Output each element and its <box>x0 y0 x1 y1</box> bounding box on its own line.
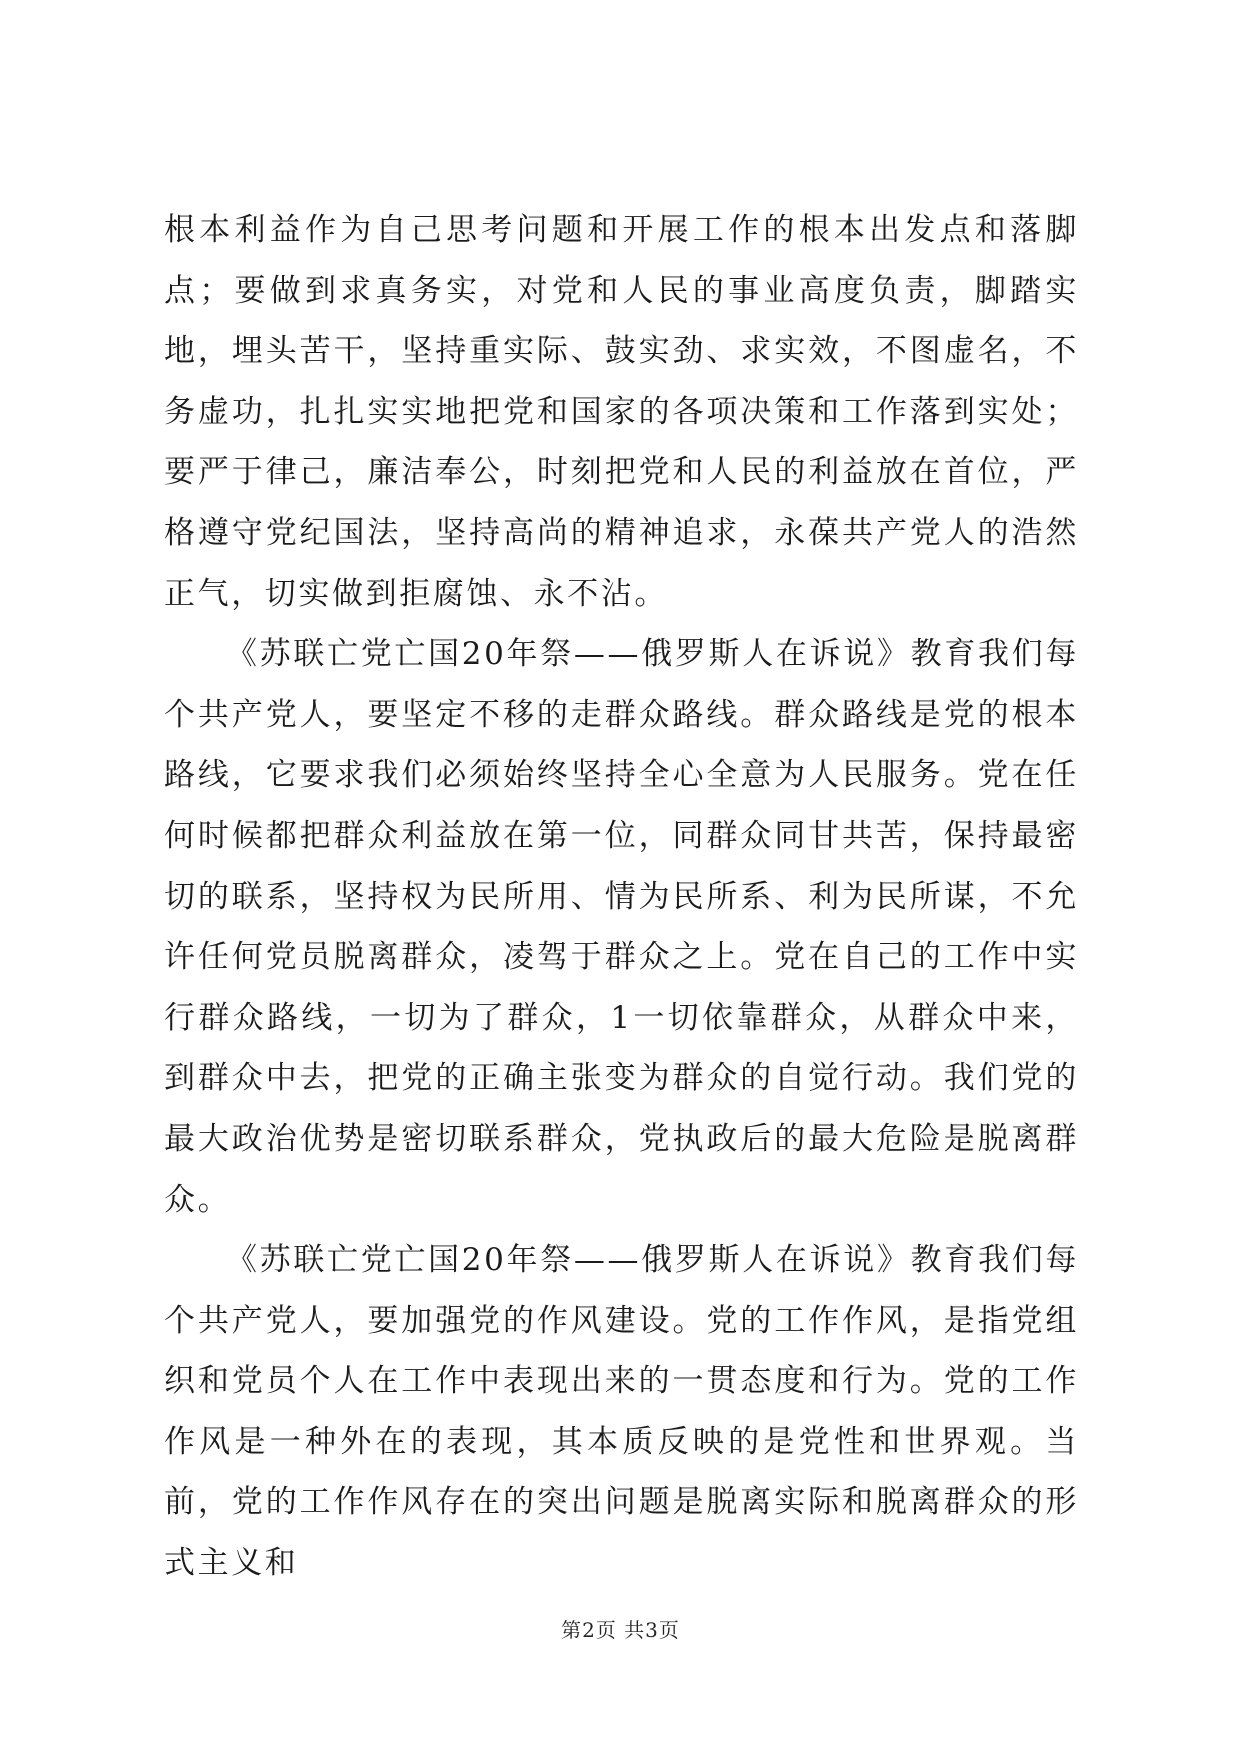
paragraph: 根本利益作为自己思考问题和开展工作的根本出发点和落脚点；要做到求真务实，对党和人民的事业高度负责，脚踏实地，埋头苦干，坚持重实际、鼓实劲、求实效，不图虚名，不务虚功，扎扎实实地把党和国家的各项决策和工作落到实处；要严于律己，廉洁奉公，时刻把党和人民的利益放在首位，严格遵守党纪国法，坚持高尚的精神追求，永葆共产党人的浩然正气，切实做到拒腐蚀、永不沾。 <box>164 212 1079 612</box>
paragraph: 《苏联亡党亡国20年祭——俄罗斯人在诉说》教育我们每个共产党人，要加强党的作风建设。党的工作作风，是指党组织和党员个人在工作中表现出来的一贯态度和行为。党的工作作风是一种外在的表现，其本质反映的是党性和世界观。当前，党的工作作风存在的突出问题是脱离实际和脱离群众的形式主义和 <box>164 1242 1079 1582</box>
document-body <box>164 200 1079 1594</box>
page-number-footer: 第2页 共3页 <box>561 1618 680 1642</box>
paragraph: 《苏联亡党亡国20年祭——俄罗斯人在诉说》教育我们每个共产党人，要坚定不移的走群众路线。群众路线是党的根本路线，它要求我们必须始终坚持全心全意为人民服务。党在任何时候都把群众利益放在第一位，同群众同甘共苦，保持最密切的联系，坚持权为民所用、情为民所系、利为民所谋，不允许任何党员脱离群众，凌驾于群众之上。党在自己的工作中实行群众路线，一切为了群众，1一切依靠群众，从群众中来，到群众中去，把党的正确主张变为群众的自觉行动。我们党的最大政治优势是密切联系群众，党执政后的最大危险是脱离群众。 <box>164 636 1079 1218</box>
